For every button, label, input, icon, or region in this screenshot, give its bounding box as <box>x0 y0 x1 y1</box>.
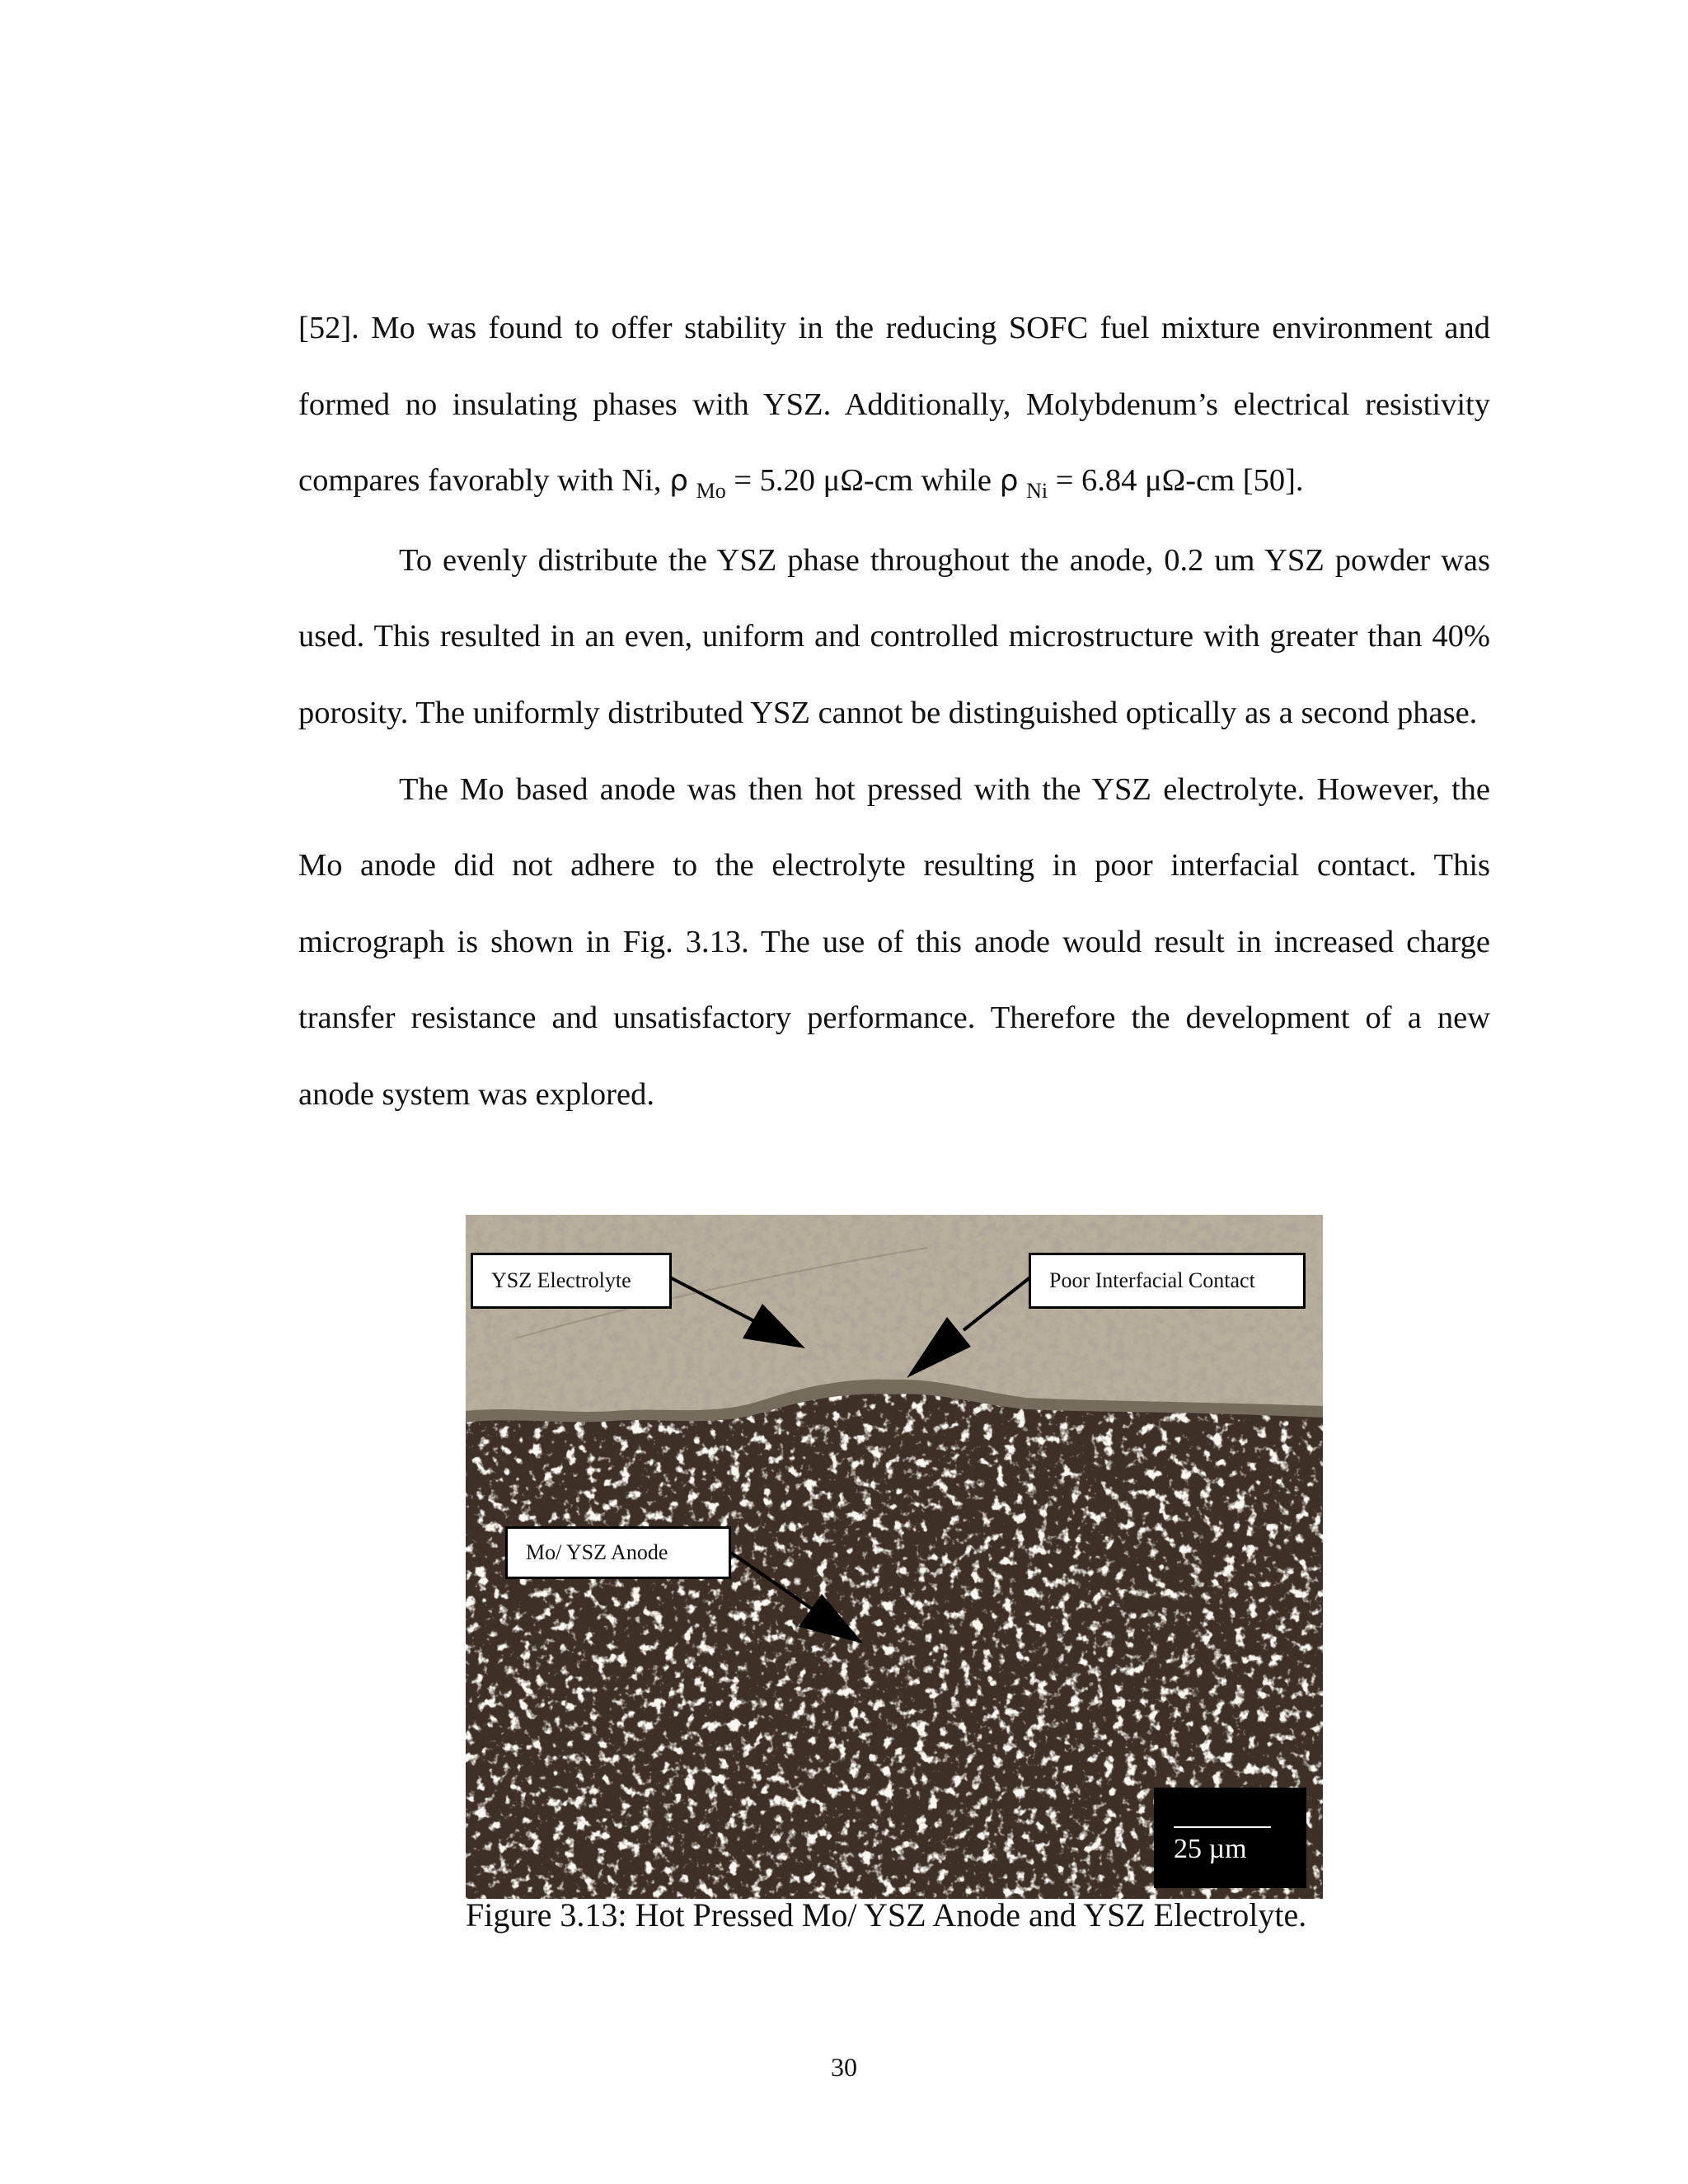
label-mo-ysz-anode-text: Mo/ YSZ Anode <box>526 1540 668 1564</box>
figure-caption: Figure 3.13: Hot Pressed Mo/ YSZ Anode and YSZ Electrolyte. <box>466 1896 1307 1933</box>
paragraph-1-text: [52]. Mo was found to offer stability in the reducing SOFC fuel mixture environment and formed no insulating phases with YSZ. Additionally, Molybdenum’s electrical resistivity compares favorably with Ni, <box>298 311 1490 499</box>
paragraph-1-text-3: = 6.84 μΩ-cm [50]. <box>1048 463 1304 499</box>
page-number: 30 <box>831 2052 857 2082</box>
label-ysz-electrolyte <box>471 1253 672 1309</box>
rho-subscript-mo: Mo <box>696 479 726 504</box>
rho-symbol: ρ <box>999 464 1019 499</box>
scale-bar-line <box>1174 1826 1271 1828</box>
label-mo-ysz-anode <box>505 1526 731 1579</box>
rho-subscript-ni: Ni <box>1026 479 1048 504</box>
body-text <box>298 290 1490 1133</box>
label-poor-interfacial-contact-text: Poor Interfacial Contact <box>1049 1268 1255 1292</box>
paragraph-2: To evenly distribute the YSZ phase throughout the anode, 0.2 um YSZ powder was used. This resulted in an even, uniform and controlled microstructure with greater than 40% porosity. The uniformly distributed YSZ cannot be distinguished optically as a second phase. <box>298 542 1490 730</box>
label-ysz-electrolyte-text: YSZ Electrolyte <box>491 1268 631 1292</box>
paragraph-1 <box>298 290 1490 523</box>
micrograph-figure <box>466 1215 1323 1899</box>
paragraph-1-text-2: = 5.20 μΩ-cm while <box>725 463 1000 499</box>
scale-bar <box>1154 1788 1306 1888</box>
label-poor-interfacial-contact <box>1029 1253 1306 1309</box>
rho-symbol: ρ <box>669 464 688 499</box>
paragraph-3: The Mo based anode was then hot pressed with the YSZ electrolyte. However, the Mo anode did not adhere to the electrolyte resulting in poor interfacial contact. This micrograph is shown in Fig. 3.13. The use of this anode would result in increased charge transfer resistance and unsatisfactory performance. Therefore the development of a new anode system was explored. <box>298 771 1490 1112</box>
scale-bar-label: 25 µm <box>1174 1834 1247 1864</box>
